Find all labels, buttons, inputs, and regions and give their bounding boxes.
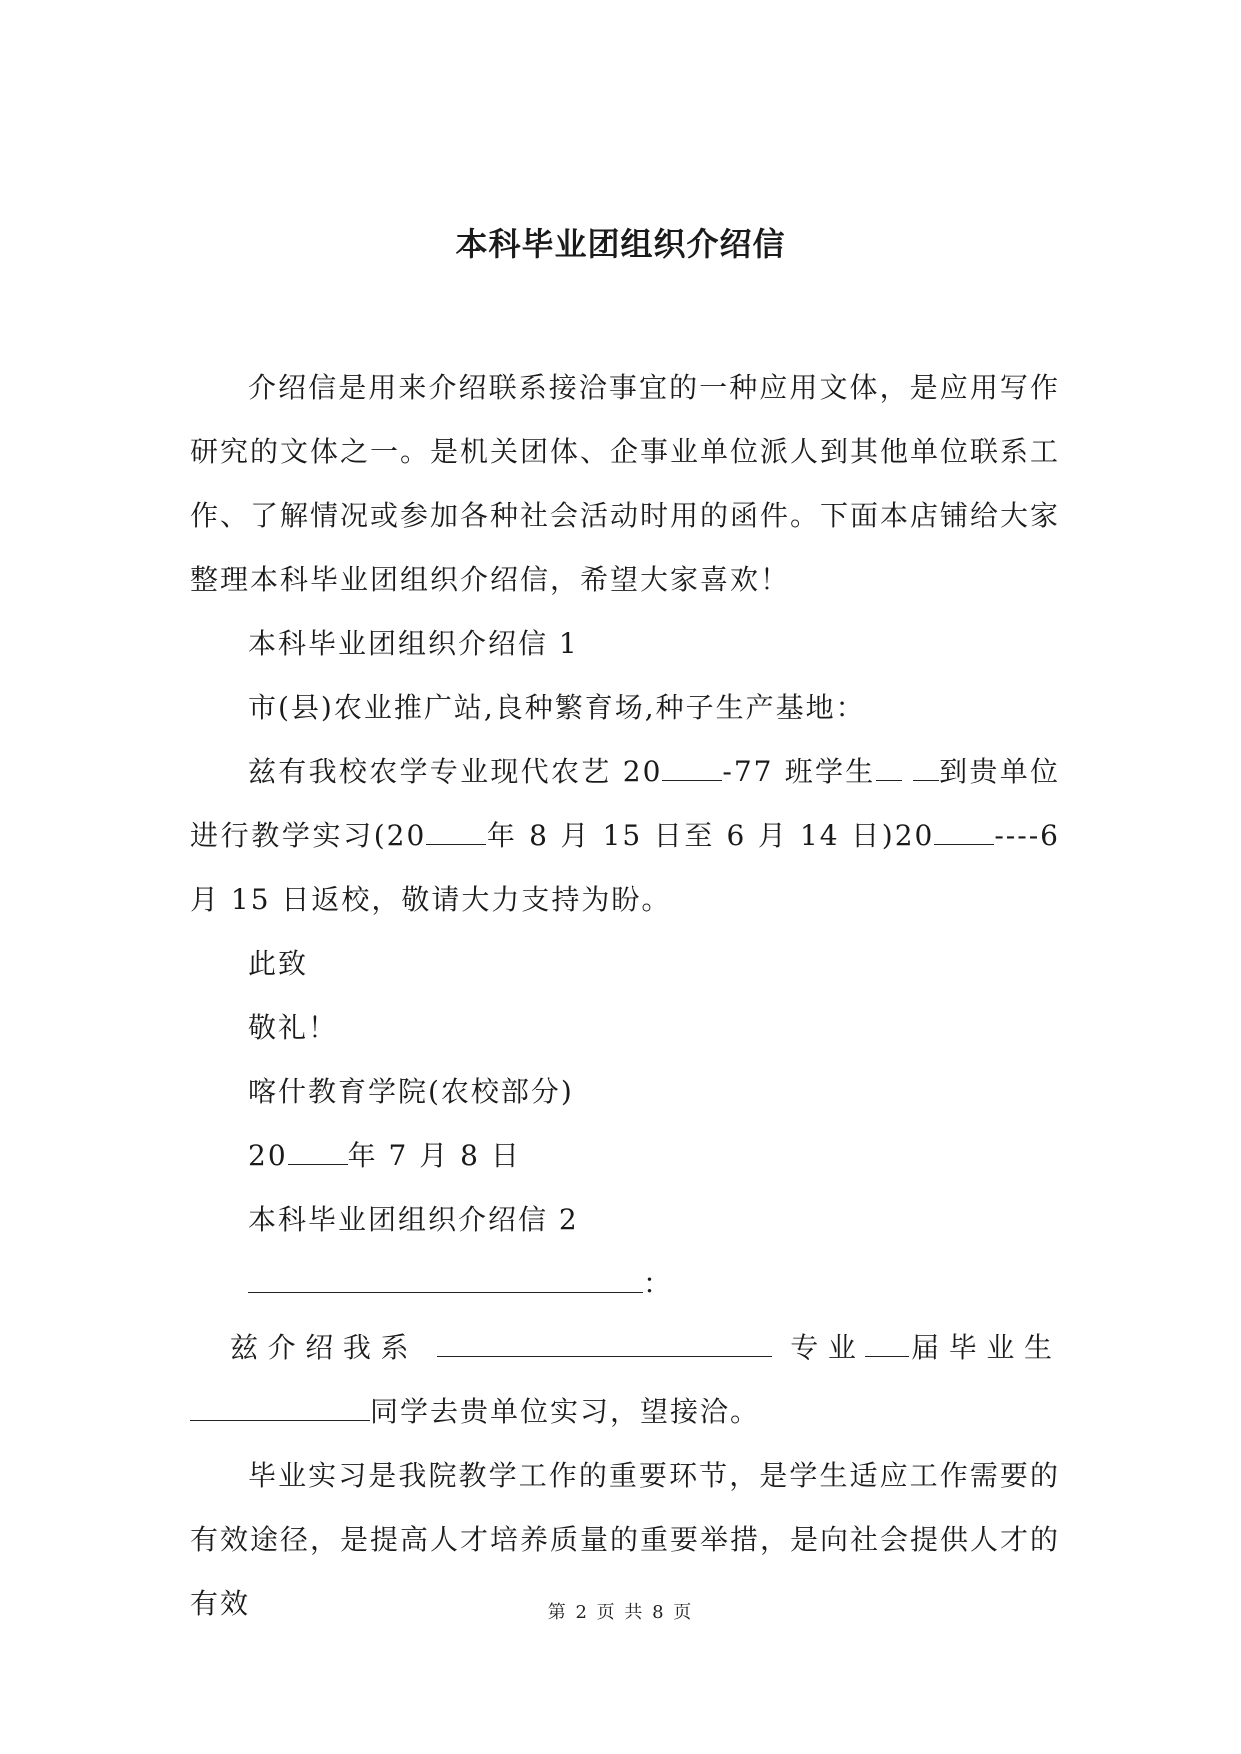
letter2-intro-a: 兹介绍我系 <box>230 1331 419 1364</box>
letter1-signature: 喀什教育学院(农校部分) <box>248 1075 574 1108</box>
letter1-body-c: 到贵单位进行教学实习(20 <box>190 755 1060 852</box>
letter2-heading: 本科毕业团组织介绍信 2 <box>248 1203 579 1236</box>
letter1-closing-2: 敬礼！ <box>248 1011 339 1044</box>
letter1-closing-1: 此致 <box>248 947 309 980</box>
intro-paragraph: 介绍信是用来介绍联系接洽事宜的一种应用文体，是应用写作研究的文体之一。是机关团体、企事业单位派人到其他单位联系工作、了解情况或参加各种社会活动时用的函件。下面本店铺给大家整理本科毕业团组织介绍信，希望大家喜欢！ <box>190 371 1061 596</box>
letter1-body-b: -77 班学生 <box>722 755 876 788</box>
letter1-recipient: 市(县)农业推广站,良种繁育场,种子生产基地： <box>248 691 866 724</box>
blank-line <box>865 1330 909 1357</box>
blank-line <box>248 1266 643 1293</box>
letter2-recipient-suffix: ： <box>643 1267 674 1300</box>
blank-line <box>288 1138 348 1165</box>
letter2-intro-d: 同学去贵单位实习，望接洽。 <box>370 1395 761 1428</box>
letter1-date-a: 20 <box>248 1139 288 1172</box>
letter2-intro-line2 <box>190 1380 1060 1444</box>
letter2-paragraph: 毕业实习是我院教学工作的重要环节，是学生适应工作需要的有效途径，是提高人才培养质量的重要举措，是向社会提供人才的有效 <box>190 1459 1061 1620</box>
blank-line <box>437 1330 772 1357</box>
letter1-body-a: 兹有我校农学专业现代农艺 20 <box>248 755 663 788</box>
letter1-body-d: 年 8 月 15 日至 6 月 14 日)20 <box>486 819 935 852</box>
blank-line <box>190 1394 370 1421</box>
blank-line <box>934 818 994 845</box>
page-number: 第 2 页 共 8 页 <box>547 1602 694 1623</box>
letter2-recipient <box>190 1252 1060 1316</box>
blank-line <box>662 754 722 781</box>
letter1-body <box>190 740 1060 932</box>
letter2-intro-b: 专业 <box>790 1331 866 1364</box>
document-body <box>190 356 1060 1636</box>
blank-line <box>426 818 486 845</box>
letter2-intro-c: 届毕业生 <box>909 1331 1060 1364</box>
letter1-heading: 本科毕业团组织介绍信 1 <box>248 627 579 660</box>
letter1-date <box>190 1124 1060 1188</box>
letter1-body-e: ----6 月 15 日返校，敬请大力支持为盼。 <box>190 819 1060 916</box>
blank-line <box>913 754 939 781</box>
document-title: 本科毕业团组织介绍信 <box>455 225 786 263</box>
letter2-intro-line1 <box>190 1316 1060 1380</box>
letter1-date-b: 年 7 月 8 日 <box>347 1139 521 1172</box>
blank-line <box>876 754 902 781</box>
